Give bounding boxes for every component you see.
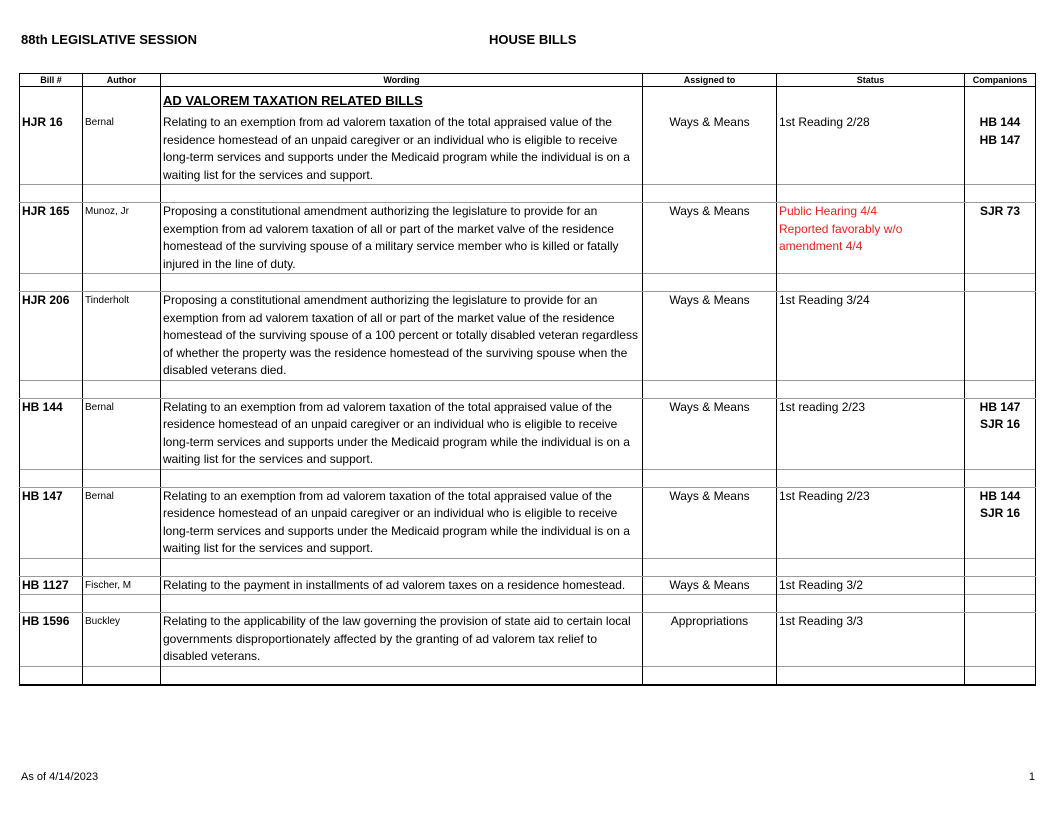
- empty-cell: [777, 87, 965, 115]
- bill-author: Bernal: [83, 114, 161, 185]
- column-header-status: Status: [777, 74, 965, 87]
- empty-cell: [161, 558, 643, 576]
- bill-committee: Ways & Means: [643, 114, 777, 185]
- bill-wording: Proposing a constitutional amendment authorizing the legislature to provide for an exemption from ad valorem taxation of all or part of the market valve of the residence homestead of the surviving spouse of a military service member who is killed or fatally injured in the line of duty.: [161, 203, 643, 274]
- bill-author: Buckley: [83, 613, 161, 667]
- empty-cell: [83, 87, 161, 115]
- status-line: Public Hearing 4/4: [779, 204, 878, 218]
- bill-author: Munoz, Jr: [83, 203, 161, 274]
- empty-cell: [965, 87, 1036, 115]
- companion-bill: HB 147: [979, 132, 1021, 147]
- bill-committee: Ways & Means: [643, 576, 777, 595]
- bill-row: [20, 292, 1036, 381]
- empty-cell: [643, 469, 777, 487]
- bill-wording: Relating to the payment in installments of ad valorem taxes on a residence homestead.: [161, 576, 643, 595]
- bill-wording: Relating to an exemption from ad valorem taxation of the total appraised value of the residence homestead of an unpaid caregiver or an individual who is eligible to receive long-term services and supports under the Medicaid program while the individual is on a waiting list for the services and support.: [161, 398, 643, 469]
- spacer-row: [20, 185, 1036, 203]
- empty-cell: [965, 558, 1036, 576]
- empty-cell: [777, 185, 965, 203]
- bill-row: [20, 613, 1036, 667]
- bill-author: Tinderholt: [83, 292, 161, 381]
- spacer-row: [20, 469, 1036, 487]
- column-header-assigned: Assigned to: [643, 74, 777, 87]
- empty-cell: [965, 595, 1036, 613]
- bill-wording: Relating to an exemption from ad valorem taxation of the total appraised value of the residence homestead of an unpaid caregiver or an individual who is eligible to receive long-term services and supports under the Medicaid program while the individual is on a waiting list for the services and support.: [161, 114, 643, 185]
- column-header-author: Author: [83, 74, 161, 87]
- empty-cell: [777, 595, 965, 613]
- bill-row: [20, 203, 1036, 274]
- empty-cell: [777, 274, 965, 292]
- companion-bill: HB 144: [979, 488, 1021, 503]
- empty-cell: [643, 87, 777, 115]
- empty-cell: [20, 469, 83, 487]
- empty-cell: [777, 380, 965, 398]
- bill-companions: [965, 613, 1036, 667]
- empty-cell: [161, 274, 643, 292]
- bill-status: [777, 613, 965, 667]
- empty-cell: [20, 666, 83, 685]
- status-line: 1st Reading 3/24: [779, 293, 870, 307]
- empty-cell: [965, 666, 1036, 685]
- empty-cell: [777, 558, 965, 576]
- empty-cell: [643, 558, 777, 576]
- empty-cell: [83, 185, 161, 203]
- bill-committee: Ways & Means: [643, 398, 777, 469]
- bill-number: HJR 165: [20, 203, 83, 274]
- empty-cell: [965, 185, 1036, 203]
- status-line: 1st Reading 3/3: [779, 614, 864, 628]
- empty-cell: [643, 380, 777, 398]
- bill-number: HB 1596: [20, 613, 83, 667]
- bill-committee: Appropriations: [643, 613, 777, 667]
- empty-cell: [83, 558, 161, 576]
- page-title: HOUSE BILLS: [489, 32, 577, 47]
- bill-status: [777, 292, 965, 381]
- empty-cell: [643, 185, 777, 203]
- status-line: 1st Reading 3/2: [779, 577, 864, 592]
- empty-cell: [161, 469, 643, 487]
- bill-number: HB 1127: [20, 576, 83, 595]
- bill-row: [20, 576, 1036, 595]
- bill-wording: Relating to the applicability of the law governing the provision of state aid to certain local governments disproportionately affected by the granting of ad valorem tax relief to disabled veterans.: [161, 613, 643, 667]
- empty-cell: [643, 595, 777, 613]
- companion-bill: HB 144: [979, 115, 1021, 129]
- empty-cell: [777, 666, 965, 685]
- spacer-row: [20, 666, 1036, 685]
- status-line: Reported favorably w/o: [779, 221, 903, 236]
- as-of-date: As of 4/14/2023: [21, 771, 99, 783]
- bill-status: [777, 487, 965, 558]
- bill-committee: Ways & Means: [643, 292, 777, 381]
- status-line: 1st reading 2/23: [779, 399, 866, 414]
- empty-cell: [161, 595, 643, 613]
- companion-bill: SJR 73: [979, 204, 1021, 218]
- empty-cell: [965, 274, 1036, 292]
- empty-cell: [161, 185, 643, 203]
- empty-cell: [161, 380, 643, 398]
- bill-status: [777, 203, 965, 274]
- bill-number: HB 144: [20, 398, 83, 469]
- bill-wording: Proposing a constitutional amendment authorizing the legislature to provide for an exemption from ad valorem taxation of all or part of the market value of the residence homestead of the surviving spouse of a 100 percent or totally disabled veteran regardless of whether the property was the residence homestead of the surviving spouse when the disabled veterans died.: [161, 292, 643, 381]
- bill-status: [777, 114, 965, 185]
- companion-bill: HB 147: [979, 399, 1021, 414]
- empty-cell: [20, 380, 83, 398]
- empty-cell: [643, 666, 777, 685]
- empty-cell: [83, 666, 161, 685]
- spacer-row: [20, 595, 1036, 613]
- empty-cell: [777, 469, 965, 487]
- bill-committee: Ways & Means: [643, 487, 777, 558]
- bill-companions: [965, 114, 1036, 185]
- column-header-bill: Bill #: [20, 74, 83, 87]
- empty-cell: [20, 595, 83, 613]
- empty-cell: [83, 469, 161, 487]
- empty-cell: [20, 274, 83, 292]
- bill-row: [20, 487, 1036, 558]
- bill-row: [20, 114, 1036, 185]
- bill-companions: [965, 203, 1036, 274]
- bill-companions: [965, 398, 1036, 469]
- spacer-row: [20, 558, 1036, 576]
- empty-cell: [83, 274, 161, 292]
- empty-cell: [20, 87, 83, 115]
- bill-number: HJR 206: [20, 292, 83, 381]
- bill-status: [777, 398, 965, 469]
- bill-number: HB 147: [20, 487, 83, 558]
- empty-cell: [161, 666, 643, 685]
- bill-status: [777, 576, 965, 595]
- bill-author: Fischer, M: [83, 576, 161, 595]
- bill-number: HJR 16: [20, 114, 83, 185]
- bill-author: Bernal: [83, 487, 161, 558]
- empty-cell: [83, 595, 161, 613]
- section-title: AD VALOREM TAXATION RELATED BILLS: [161, 87, 643, 115]
- status-line: amendment 4/4: [779, 239, 863, 253]
- bills-table: [19, 73, 1036, 686]
- bill-author: Bernal: [83, 398, 161, 469]
- empty-cell: [965, 469, 1036, 487]
- empty-cell: [20, 558, 83, 576]
- spacer-row: [20, 274, 1036, 292]
- column-header-companions: Companions: [965, 74, 1036, 87]
- section-row: [20, 87, 1036, 115]
- status-line: 1st Reading 2/28: [779, 115, 870, 129]
- page-number: 1: [1028, 771, 1035, 783]
- companion-bill: SJR 16: [979, 506, 1021, 520]
- spacer-row: [20, 380, 1036, 398]
- bill-row: [20, 398, 1036, 469]
- bill-companions: [965, 576, 1036, 595]
- table-header-row: [20, 74, 1036, 87]
- session-title: 88th LEGISLATIVE SESSION: [21, 32, 198, 47]
- empty-cell: [20, 185, 83, 203]
- bill-companions: [965, 292, 1036, 381]
- empty-cell: [643, 274, 777, 292]
- bill-committee: Ways & Means: [643, 203, 777, 274]
- column-header-wording: Wording: [161, 74, 643, 87]
- status-line: 1st Reading 2/23: [779, 488, 870, 503]
- empty-cell: [965, 380, 1036, 398]
- companion-bill: SJR 16: [979, 417, 1021, 431]
- bill-companions: [965, 487, 1036, 558]
- bill-wording: Relating to an exemption from ad valorem taxation of the total appraised value of the residence homestead of an unpaid caregiver or an individual who is eligible to receive long-term services and supports under the Medicaid program while the individual is on a waiting list for the services and support.: [161, 487, 643, 558]
- empty-cell: [83, 380, 161, 398]
